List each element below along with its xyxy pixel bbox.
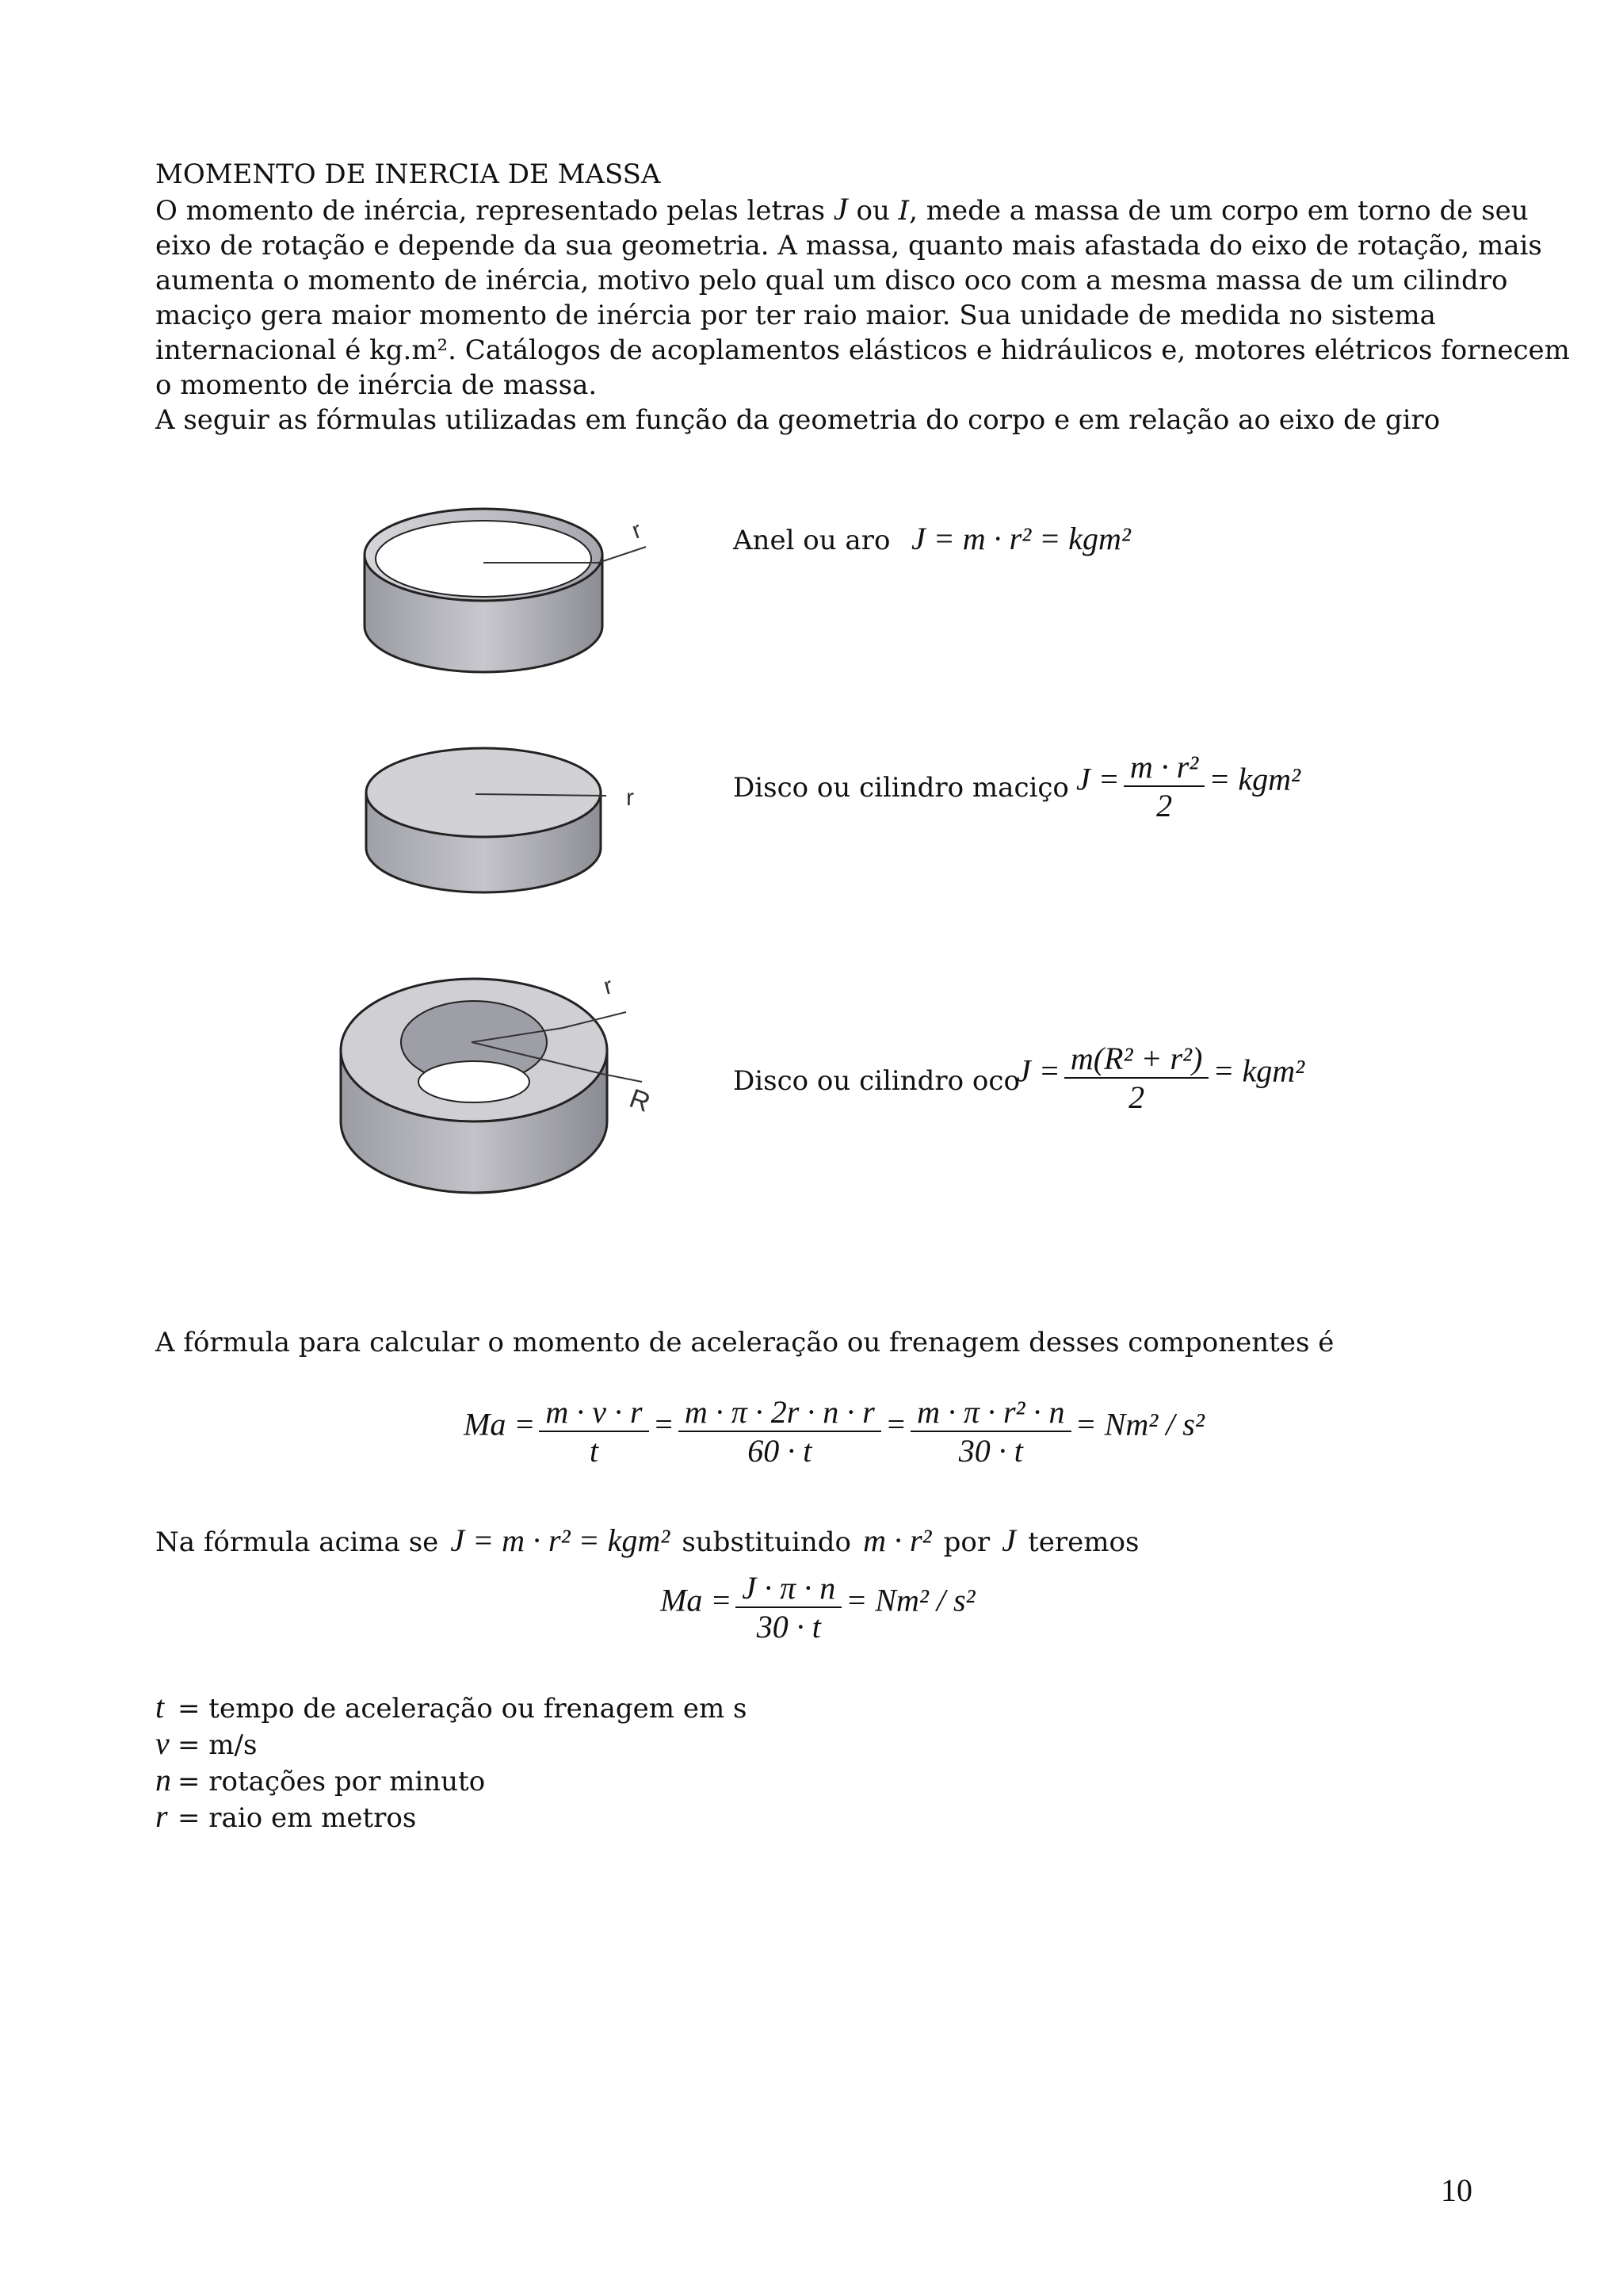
intro-text: , mede a massa de um corpo em torno de seu — [909, 195, 1529, 227]
formula-rhs: = kgm² — [1209, 761, 1301, 797]
formula-rhs: = kgm² — [1212, 1052, 1305, 1089]
solid-dimension-r: r — [626, 785, 634, 811]
formula-rhs: = Nm² / s² — [846, 1582, 976, 1618]
fraction-numerator: m · v · r — [539, 1393, 648, 1432]
legend-item — [155, 1797, 747, 1834]
legend-symbol: r — [155, 1798, 168, 1834]
subst-text: por — [943, 1526, 991, 1558]
subst-text: substituindo — [682, 1526, 851, 1558]
legend-symbol: n — [155, 1762, 171, 1797]
fraction-denominator: 2 — [1128, 1079, 1145, 1115]
intro-line-2: eixo de rotação e depende da sua geometria. A massa, quanto mais afastada do eixo de rotação, mais — [155, 230, 1542, 262]
solid-disc-figure — [349, 729, 666, 911]
legend-item — [155, 1688, 747, 1725]
symbol-J: J — [833, 191, 848, 227]
hollow-disc-illustration — [333, 963, 682, 1217]
fraction-denominator: 30 · t — [958, 1433, 1023, 1469]
intro-paragraph — [155, 191, 1570, 437]
fraction-numerator: m · r² — [1124, 748, 1205, 787]
formula-fraction-3 — [911, 1393, 1071, 1469]
legend-text: = raio em metros — [178, 1802, 417, 1834]
fraction-denominator: t — [589, 1433, 599, 1469]
subst-formula-3: J — [1002, 1522, 1016, 1558]
symbol-I: I — [898, 195, 910, 227]
ring-label: Anel ou aro — [733, 525, 891, 556]
accel-intro: A fórmula para calcular o momento de aceleração ou frenagem desses componentes é — [155, 1327, 1335, 1358]
intro-text: ou — [847, 195, 899, 227]
subst-text: teremos — [1028, 1526, 1140, 1558]
legend-item — [155, 1725, 747, 1761]
hollow-dimension-r: r — [601, 972, 616, 1000]
fraction-numerator: m · π · 2r · n · r — [678, 1393, 881, 1432]
hollow-disc-label: Disco ou cilindro oco — [733, 1065, 1020, 1097]
hollow-dimension-R: R — [625, 1083, 655, 1118]
ma-simplified-formula — [660, 1569, 976, 1645]
fraction-numerator: J · π · n — [735, 1569, 842, 1608]
solid-disc-illustration — [349, 729, 666, 911]
formula-lhs: J = — [1076, 761, 1120, 797]
fraction-denominator: 2 — [1156, 788, 1173, 823]
hollow-disc-figure — [333, 963, 682, 1217]
solid-disc-formula — [1076, 748, 1300, 824]
intro-line-1 — [155, 191, 1529, 228]
fraction-numerator: m(R² + r²) — [1064, 1040, 1209, 1079]
solid-disc-label: Disco ou cilindro maciço — [733, 772, 1069, 804]
ring-figure — [349, 483, 666, 682]
intro-line-5: internacional é kg.m². Catálogos de acoplamentos elásticos e hidráulicos e, motores elétricos fornecem — [155, 334, 1570, 366]
intro-line-3: aumenta o momento de inércia, motivo pelo qual um disco oco com a mesma massa de um cilindro — [155, 265, 1508, 296]
formula-lhs: Ma = — [464, 1406, 536, 1442]
page-number: 10 — [1441, 2172, 1472, 2208]
formula-fraction-2 — [678, 1393, 881, 1469]
legend-text: = m/s — [178, 1729, 258, 1761]
accel-formula — [464, 1393, 1205, 1469]
legend-item — [155, 1761, 747, 1797]
intro-text: O momento de inércia, representado pelas letras — [155, 195, 834, 227]
equals-sign: = — [884, 1406, 907, 1442]
subst-formula-2: m · r² — [863, 1522, 932, 1558]
intro-line-7: A seguir as fórmulas utilizadas em função da geometria do corpo e em relação ao eixo de giro — [155, 404, 1441, 436]
subst-formula-1: J = m · r² = kgm² — [450, 1522, 670, 1558]
legend-symbol: t — [155, 1689, 165, 1725]
legend-text: = rotações por minuto — [178, 1766, 486, 1797]
legend-symbol: v — [155, 1725, 170, 1761]
intro-line-6: o momento de inércia de massa. — [155, 369, 598, 401]
equals-sign: = — [652, 1406, 674, 1442]
formula-fraction — [1064, 1040, 1209, 1116]
ring-formula: J = m · r² = kgm² — [911, 521, 1131, 556]
formula-lhs: J = — [1017, 1052, 1060, 1089]
fraction-numerator: m · π · r² · n — [911, 1393, 1071, 1432]
intro-line-4: maciço gera maior momento de inércia por ter raio maior. Sua unidade de medida no sistema — [155, 300, 1436, 331]
formula-rhs: = Nm² / s² — [1075, 1406, 1205, 1442]
subst-text: Na fórmula acima se — [155, 1526, 439, 1558]
ring-illustration — [349, 483, 666, 682]
formula-fraction-1 — [539, 1393, 648, 1469]
formula-lhs: Ma = — [660, 1582, 732, 1618]
page-heading: MOMENTO DE INERCIA DE MASSA — [155, 159, 661, 190]
fraction-denominator: 30 · t — [756, 1609, 821, 1645]
fraction-denominator: 60 · t — [747, 1433, 812, 1469]
variable-legend — [155, 1688, 747, 1834]
hollow-disc-formula — [1017, 1040, 1304, 1116]
formula-fraction — [735, 1569, 842, 1645]
formula-fraction — [1124, 748, 1205, 824]
substitution-line — [155, 1522, 1139, 1560]
legend-text: = tempo de aceleração ou frenagem em s — [178, 1693, 747, 1725]
ring-dimension-r: r — [628, 517, 645, 544]
